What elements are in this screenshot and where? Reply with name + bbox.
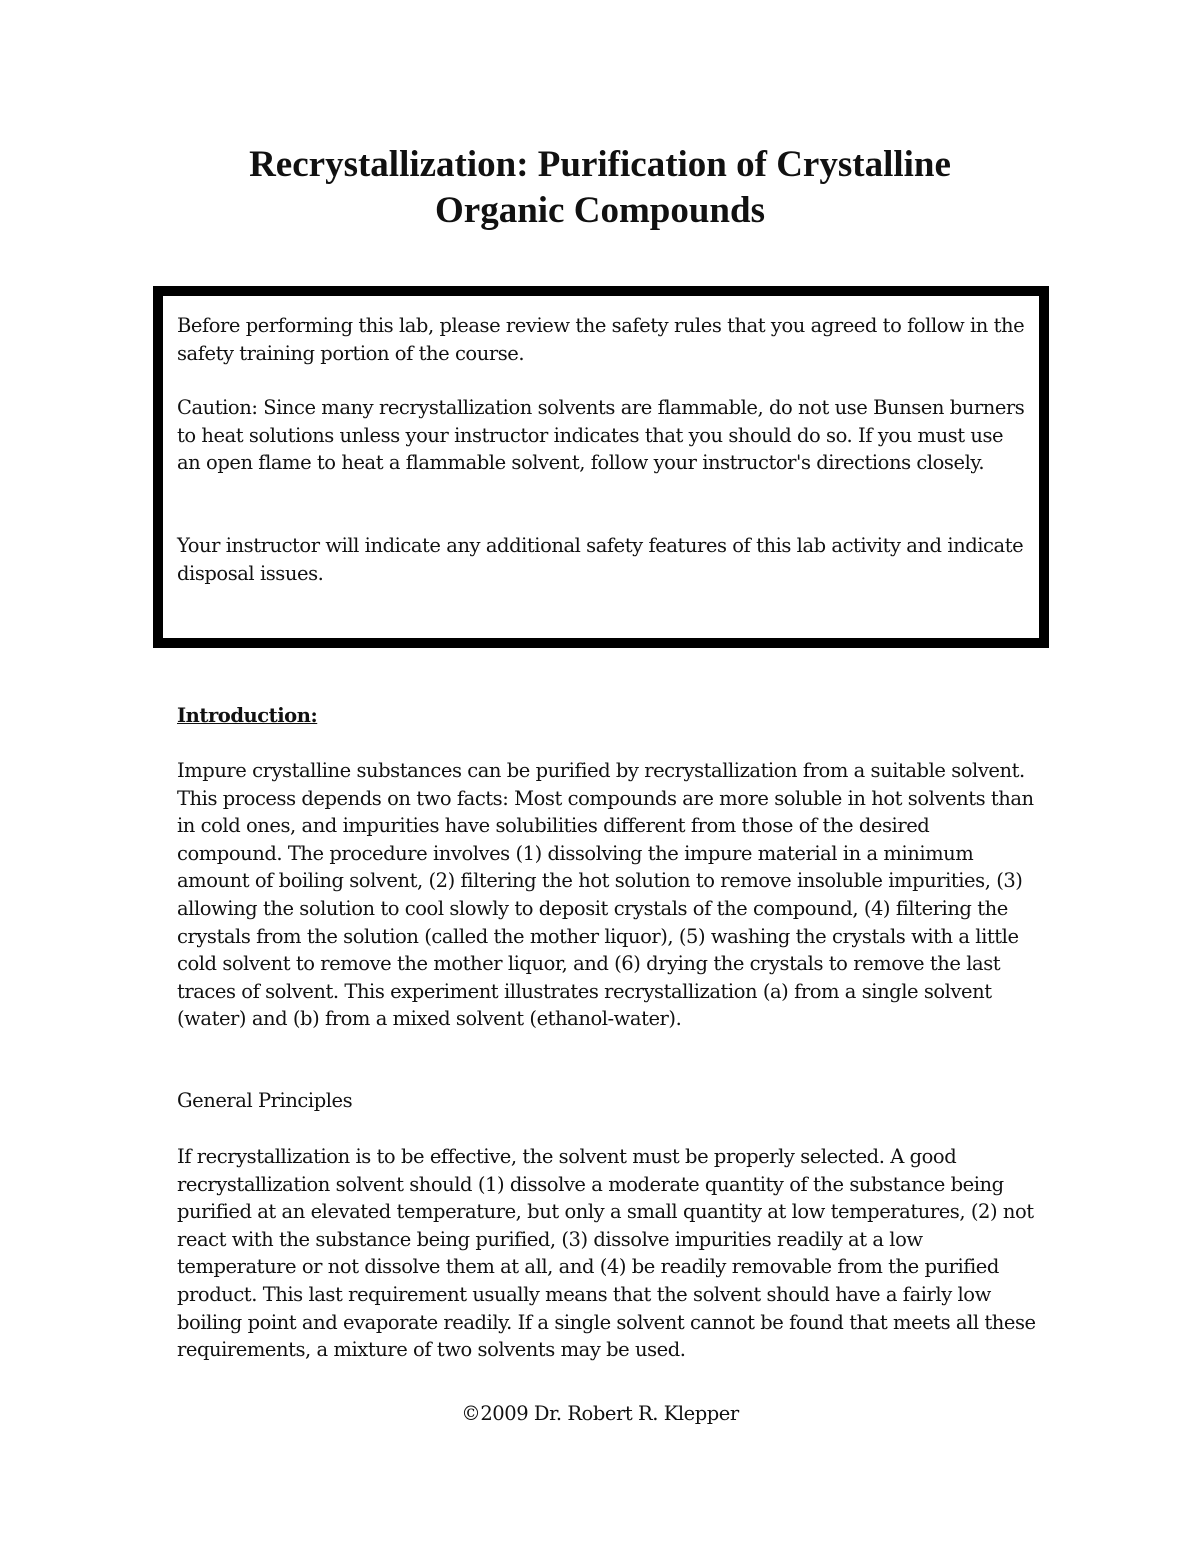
document-title-line-1: Recrystallization: Purification of Crystalline [249, 144, 951, 185]
disposal-notice-paragraph: Your instructor will indicate any additional safety features of this lab activity and indicate disposal issues. [177, 534, 1024, 585]
safety-review-paragraph: Before performing this lab, please review the safety rules that you agreed to follow in the safety training portion of the course. [177, 314, 1025, 365]
flammable-caution-paragraph: Caution: Since many recrystallization solvents are flammable, do not use Bunsen burners to heat solutions unless your instructor indicates that you should do so. If you must use an open flame to heat a flammable solvent, follow your instructor's directions closely. [177, 396, 1025, 474]
document-title [150, 142, 1050, 234]
introduction-heading: Introduction: [177, 704, 318, 727]
general-principles-paragraph: If recrystallization is to be effective, the solvent must be properly selected. A good recrystallization solvent should (1) dissolve a moderate quantity of the substance being purified at an elevated temperature, but only a small quantity at low temperatures, (2) not react with the substance being purified, (3) dissolve impurities readily at a low temperature or not dissolve them at all, and (4) be readily removable from the purified product. This last requirement usually means that the solvent should have a fairly low boiling point and evaporate readily. If a single solvent cannot be found that meets all these requirements, a mixture of two solvents may be used. [177, 1145, 1036, 1362]
introduction-paragraph: Impure crystalline substances can be purified by recrystallization from a suitable solvent. This process depends on two facts: Most compounds are more soluble in hot solvents than in cold ones, and impurities have solubilities different from those of the desired compound. The procedure involves (1) dissolving the impure material in a minimum amount of boiling solvent, (2) filtering the hot solution to remove insoluble impurities, (3) allowing the solution to cool slowly to deposit crystals of the compound, (4) filtering the crystals from the solution (called the mother liquor), (5) washing the crystals with a little cold solvent to remove the mother liquor, and (6) drying the crystals to remove the last traces of solvent. This experiment illustrates recrystallization (a) from a single solvent (water) and (b) from a mixed solvent (ethanol-water). [177, 759, 1034, 1031]
safety-notice-box [153, 286, 1049, 648]
general-principles-heading: General Principles [177, 1089, 353, 1112]
copyright-footer: ©2009 Dr. Robert R. Klepper [461, 1402, 739, 1425]
document-title-line-2: Organic Compounds [435, 190, 765, 231]
